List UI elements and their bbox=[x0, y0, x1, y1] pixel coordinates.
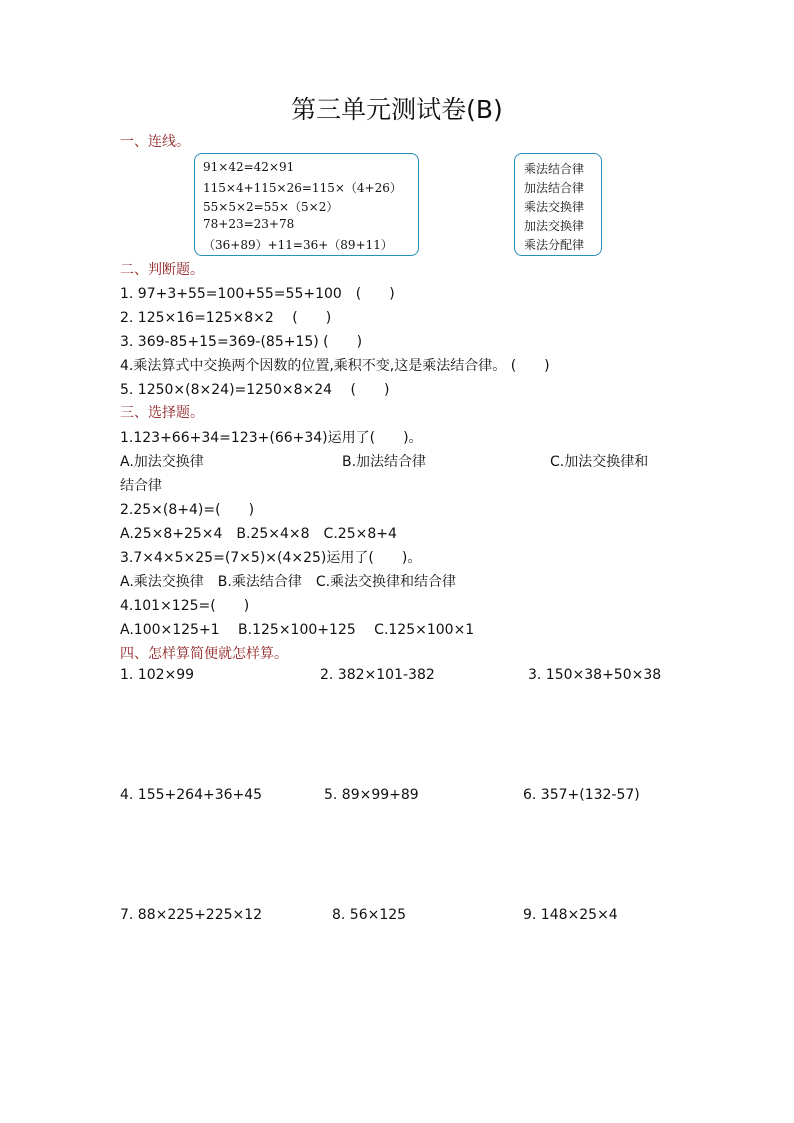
equation-item[interactable]: （36+89）+11=36+（89+11） bbox=[203, 238, 393, 252]
calc-problem: 5. 89×99+89 bbox=[324, 787, 419, 803]
choice-option-c-continued: 结合律 bbox=[120, 478, 162, 494]
choice-question-1: 1.123+66+34=123+(66+34)运用了( )。 bbox=[120, 430, 423, 446]
judge-question: 3. 369-85+15=369-(85+15) ( ) bbox=[120, 334, 363, 350]
law-item[interactable]: 乘法结合律 bbox=[524, 162, 585, 176]
choice-question-4: 4.101×125=( ) bbox=[120, 598, 250, 614]
equation-item[interactable]: 55×5×2=55×（5×2） bbox=[203, 200, 339, 214]
judge-question: 2. 125×16=125×8×2 ( ) bbox=[120, 310, 332, 326]
section-1-heading: 一、连线。 bbox=[120, 134, 190, 150]
choice-question-3: 3.7×4×5×25=(7×5)×(4×25)运用了( )。 bbox=[120, 550, 422, 566]
law-item[interactable]: 加法交换律 bbox=[524, 219, 585, 233]
judge-question: 1. 97+3+55=100+55=55+100 ( ) bbox=[120, 286, 395, 302]
equation-item[interactable]: 78+23=23+78 bbox=[203, 217, 295, 231]
law-item[interactable]: 加法结合律 bbox=[524, 181, 585, 195]
calc-problem: 9. 148×25×4 bbox=[523, 907, 618, 923]
calc-problem: 3. 150×38+50×38 bbox=[528, 667, 662, 683]
section-2-heading: 二、判断题。 bbox=[120, 262, 204, 278]
page-title: 第三单元测试卷(B) bbox=[291, 95, 503, 124]
law-item[interactable]: 乘法交换律 bbox=[524, 200, 585, 214]
choice-options-2: A.25×8+25×4 B.25×4×8 C.25×8+4 bbox=[120, 526, 397, 542]
law-item[interactable]: 乘法分配律 bbox=[524, 238, 585, 252]
calc-problem: 8. 56×125 bbox=[332, 907, 407, 923]
choice-options-3: A.乘法交换律 B.乘法结合律 C.乘法交换律和结合律 bbox=[120, 574, 457, 590]
choice-option-c: C.加法交换律和 bbox=[550, 454, 649, 470]
judge-question: 4.乘法算式中交换两个因数的位置,乘积不变,这是乘法结合律。 ( ) bbox=[120, 358, 550, 374]
calc-problem: 4. 155+264+36+45 bbox=[120, 787, 263, 803]
choice-options-4: A.100×125+1 B.125×100+125 C.125×100×1 bbox=[120, 622, 475, 638]
judge-question: 5. 1250×(8×24)=1250×8×24 ( ) bbox=[120, 382, 390, 398]
section-4-heading: 四、怎样算简便就怎样算。 bbox=[120, 646, 288, 662]
calc-problem: 6. 357+(132-57) bbox=[523, 787, 640, 803]
choice-option-b: B.加法结合律 bbox=[342, 454, 427, 470]
calc-problem: 2. 382×101-382 bbox=[320, 667, 435, 683]
calc-problem: 7. 88×225+225×12 bbox=[120, 907, 263, 923]
laws-box bbox=[514, 153, 602, 256]
section-3-heading: 三、选择题。 bbox=[120, 405, 204, 421]
calc-problem: 1. 102×99 bbox=[120, 667, 195, 683]
equation-item[interactable]: 115×4+115×26=115×（4+26） bbox=[203, 181, 402, 195]
equation-item[interactable]: 91×42=42×91 bbox=[203, 160, 295, 174]
equations-box bbox=[194, 153, 419, 256]
choice-question-2: 2.25×(8+4)=( ) bbox=[120, 502, 255, 518]
choice-option-a: A.加法交换律 bbox=[120, 454, 204, 470]
